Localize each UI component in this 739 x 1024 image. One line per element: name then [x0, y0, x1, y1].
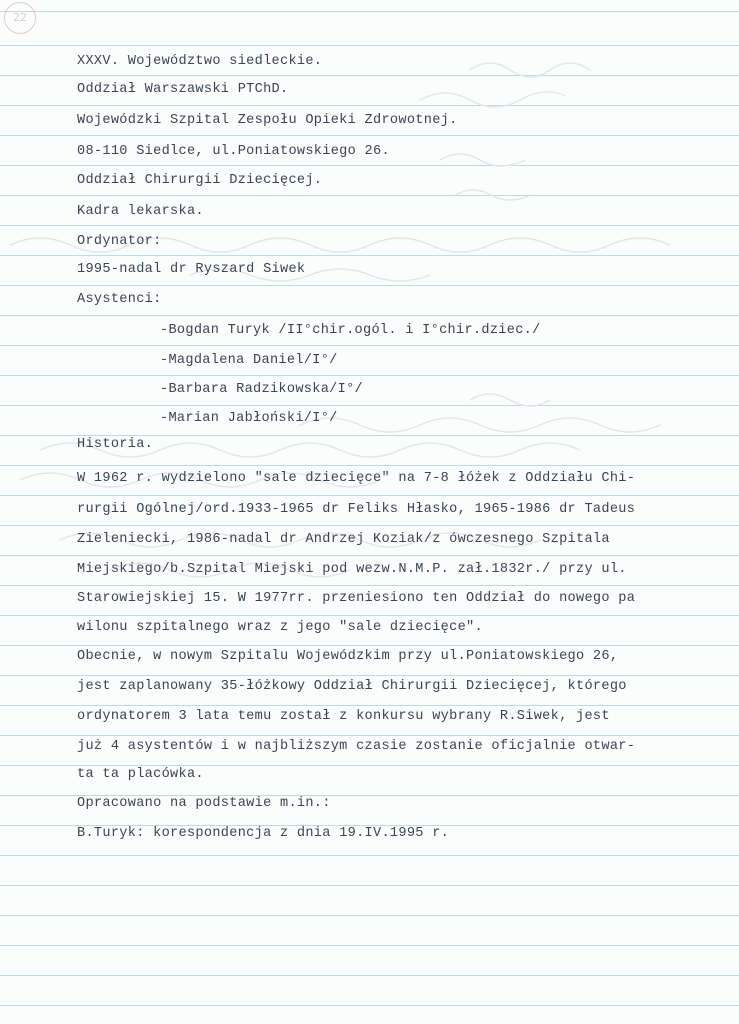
current-paragraph-line: ordynatorem 3 lata temu został z konkursu wybrany R.Siwek, jest	[77, 709, 610, 724]
assistant-item: -Barbara Radzikowska/I°/	[160, 382, 363, 397]
history-paragraph-line: Miejskiego/b.Szpital Miejski pod wezw.N.M.P. zał.1832r./ przy ul.	[77, 562, 627, 577]
source-item: B.Turyk: korespondencja z dnia 19.IV.1995 r.	[77, 826, 450, 841]
history-paragraph-line: Starowiejskiej 15. W 1977rr. przeniesiono ten Oddział do nowego pa	[77, 591, 636, 606]
assistant-item: -Magdalena Daniel/I°/	[160, 353, 338, 368]
assistants-label: Asystenci:	[77, 292, 162, 307]
department-line: Oddział Chirurgii Dziecięcej.	[77, 173, 323, 188]
page-number-stamp: 22	[4, 2, 36, 34]
document-title: XXXV. Województwo siedleckie.	[77, 54, 323, 69]
current-paragraph-line: Obecnie, w nowym Szpitalu Wojewódzkim przy ul.Poniatowskiego 26,	[77, 649, 619, 664]
history-paragraph-line: rurgii Ogólnej/ord.1933-1965 dr Feliks Hłasko, 1965-1986 dr Tadeus	[77, 502, 636, 517]
current-paragraph-line: ta ta placówka.	[77, 767, 204, 782]
staff-heading: Kadra lekarska.	[77, 204, 204, 219]
current-paragraph-line: jest zaplanowany 35-łóżkowy Oddział Chirurgii Dziecięcej, którego	[77, 679, 627, 694]
hospital-line: Wojewódzki Szpital Zespołu Opieki Zdrowotnej.	[77, 113, 458, 128]
history-paragraph-line: W 1962 r. wydzielono "sale dziecięce" na 7-8 łóżek z Oddziału Chi-	[77, 471, 636, 486]
history-paragraph-line: Zieleniecki, 1986-nadal dr Andrzej Koziak/z ówczesnego Szpitala	[77, 532, 610, 547]
assistant-item: -Bogdan Turyk /II°chir.ogól. i I°chir.dziec./	[160, 323, 541, 338]
address-line: 08-110 Siedlce, ul.Poniatowskiego 26.	[77, 144, 390, 159]
history-paragraph-line: wilonu szpitalnego wraz z jego "sale dziecięce".	[77, 620, 483, 635]
assistant-item: -Marian Jabłoński/I°/	[160, 411, 338, 426]
history-heading: Historia.	[77, 437, 154, 452]
current-paragraph-line: już 4 asystentów i w najbliższym czasie zostanie oficjalnie otwar-	[77, 739, 636, 754]
head-of-department-value: 1995-nadal dr Ryszard Siwek	[77, 262, 306, 277]
branch-line: Oddział Warszawski PTChD.	[77, 82, 289, 97]
head-of-department-label: Ordynator:	[77, 234, 162, 249]
sources-heading: Opracowano na podstawie m.in.:	[77, 796, 331, 811]
